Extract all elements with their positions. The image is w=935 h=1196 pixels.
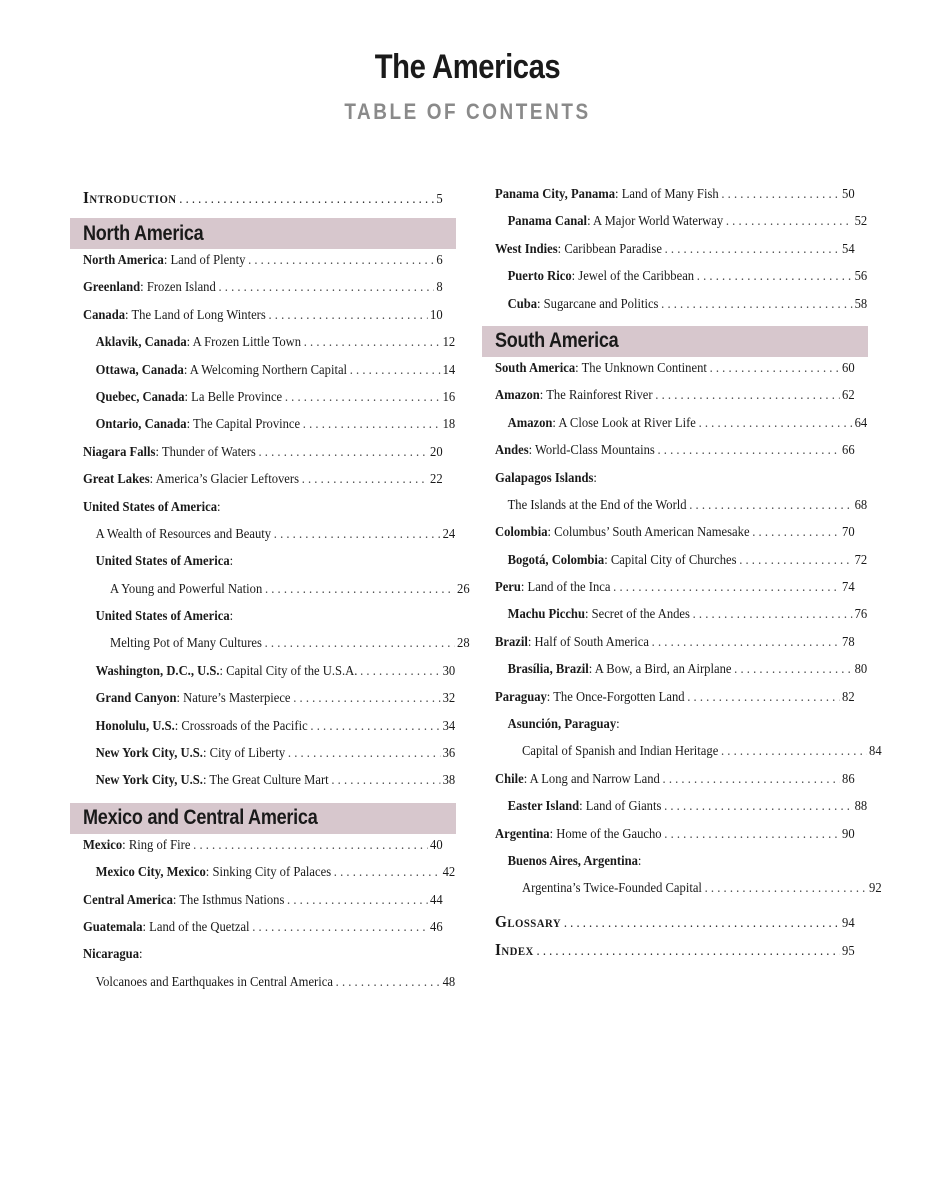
entry-subtitle: : Nature’s Masterpiece bbox=[176, 691, 291, 707]
entry-subtitle: A Young and Powerful Nation bbox=[110, 581, 263, 597]
toc-entry[interactable] bbox=[495, 690, 855, 717]
entry-subtitle: : bbox=[229, 609, 234, 625]
entry-subtitle: : Jewel of the Caribbean bbox=[571, 269, 695, 285]
page-number: 26 bbox=[457, 581, 470, 597]
dot-leader bbox=[734, 662, 852, 678]
dot-leader bbox=[179, 192, 433, 208]
entry-subtitle: : Land of Many Fish bbox=[615, 187, 719, 202]
entry-subtitle: : Land of the Quetzal bbox=[142, 919, 250, 935]
entry-title: Panama City, Panama bbox=[495, 187, 616, 202]
toc-entry[interactable] bbox=[83, 335, 455, 362]
dot-leader bbox=[310, 719, 440, 735]
toc-entry[interactable] bbox=[495, 662, 867, 689]
dot-leader bbox=[699, 416, 852, 432]
dot-leader bbox=[537, 944, 840, 960]
entry-title: United States of America bbox=[83, 499, 218, 515]
dot-leader bbox=[752, 525, 839, 541]
page-number: 48 bbox=[442, 974, 456, 990]
toc-entry bbox=[83, 947, 443, 974]
toc-entry[interactable] bbox=[83, 664, 455, 691]
dot-leader bbox=[302, 472, 428, 488]
dot-leader bbox=[303, 417, 440, 433]
toc-entry-index[interactable] bbox=[495, 940, 855, 968]
entry-subtitle: : A Long and Narrow Land bbox=[523, 771, 660, 787]
page-number: 20 bbox=[430, 444, 443, 460]
dot-leader bbox=[663, 772, 840, 788]
toc-entry bbox=[495, 471, 855, 498]
entry-title: New York City, U.S. bbox=[95, 746, 203, 762]
toc-entry[interactable] bbox=[83, 417, 455, 444]
entry-title: Amazon bbox=[495, 388, 540, 404]
page-number: 90 bbox=[842, 826, 855, 842]
page-number: 60 bbox=[842, 360, 855, 376]
entry-title: United States of America bbox=[95, 609, 230, 625]
entry-title: Andes bbox=[495, 443, 529, 459]
entry-subtitle: Volcanoes and Earthquakes in Central America bbox=[95, 974, 333, 990]
entry-subtitle: : Frozen Island bbox=[140, 280, 216, 296]
entry-label: Introduction bbox=[83, 188, 177, 207]
entry-subtitle: Melting Pot of Many Cultures bbox=[110, 636, 262, 652]
page-number: 8 bbox=[436, 280, 443, 296]
dot-leader bbox=[687, 690, 839, 706]
entry-subtitle: : Columbus’ South American Namesake bbox=[547, 525, 750, 541]
entry-title: Brazil bbox=[495, 634, 528, 650]
toc-entry[interactable] bbox=[83, 920, 443, 947]
dot-leader bbox=[218, 280, 433, 296]
dot-leader bbox=[661, 297, 852, 313]
toc-entry bbox=[495, 717, 867, 744]
dot-leader bbox=[331, 773, 440, 789]
toc-entry[interactable] bbox=[495, 553, 867, 580]
toc-entry[interactable] bbox=[495, 580, 855, 607]
entry-title: Asunción, Paraguay bbox=[507, 717, 617, 733]
page-number: 78 bbox=[842, 634, 855, 650]
entry-subtitle: : Secret of the Andes bbox=[584, 607, 690, 623]
entry-subtitle: : bbox=[229, 554, 234, 570]
toc-entry[interactable] bbox=[83, 280, 443, 307]
toc-entry[interactable] bbox=[495, 881, 882, 908]
section-heading-mexico-central-america bbox=[70, 803, 456, 834]
entry-subtitle: : Ring of Fire bbox=[122, 837, 191, 853]
entry-title: South America bbox=[495, 360, 576, 376]
entry-subtitle: : Land of the Inca bbox=[520, 580, 611, 596]
page-number: 12 bbox=[442, 335, 456, 351]
entry-subtitle: : City of Liberty bbox=[202, 746, 286, 762]
entry-subtitle: : bbox=[637, 853, 642, 869]
page-number: 30 bbox=[442, 663, 456, 679]
dot-leader bbox=[697, 269, 852, 285]
entry-subtitle: Capital of Spanish and Indian Heritage bbox=[522, 744, 719, 760]
toc-entry[interactable] bbox=[83, 838, 443, 865]
entry-title: Mexico City, Mexico bbox=[95, 865, 206, 881]
page-title: The Americas bbox=[374, 48, 561, 86]
section-heading-north-america bbox=[70, 218, 456, 249]
entry-title: Honolulu, U.S. bbox=[95, 718, 175, 734]
central-america-continued-entries bbox=[495, 187, 868, 324]
dot-leader bbox=[652, 635, 840, 651]
toc-entry[interactable] bbox=[83, 636, 470, 663]
entry-label: Glossary bbox=[495, 911, 562, 931]
toc-entry[interactable] bbox=[495, 361, 855, 388]
page-number: 40 bbox=[430, 837, 443, 853]
toc-entry bbox=[83, 609, 455, 636]
entry-title: Easter Island bbox=[507, 799, 580, 815]
page-number: 54 bbox=[842, 241, 855, 257]
entry-title: Cuba bbox=[507, 296, 538, 312]
dot-leader bbox=[334, 865, 440, 881]
entry-subtitle: : Home of the Gaucho bbox=[549, 826, 662, 842]
toc-entry bbox=[83, 500, 443, 527]
dot-leader bbox=[721, 744, 866, 760]
dot-leader bbox=[304, 335, 440, 351]
dot-leader bbox=[265, 636, 455, 652]
toc-entry[interactable] bbox=[83, 582, 470, 609]
entry-title: Ottawa, Canada bbox=[95, 362, 184, 378]
north-america-entries bbox=[83, 253, 470, 801]
page-number: 66 bbox=[842, 443, 855, 459]
entry-title: United States of America bbox=[95, 554, 230, 570]
toc-entry[interactable] bbox=[83, 527, 455, 554]
page-number: 72 bbox=[854, 552, 868, 568]
entry-subtitle: : bbox=[138, 947, 143, 963]
toc-entry[interactable] bbox=[495, 214, 867, 241]
entry-subtitle: A Wealth of Resources and Beauty bbox=[95, 526, 272, 542]
entry-title: Argentina bbox=[495, 826, 550, 842]
dot-leader bbox=[248, 253, 434, 269]
toc-entry[interactable] bbox=[495, 635, 855, 662]
toc-entry[interactable] bbox=[83, 773, 455, 800]
entry-title: Greenland bbox=[83, 280, 141, 296]
page-number: 62 bbox=[842, 388, 855, 404]
entry-title: Grand Canyon bbox=[95, 691, 177, 707]
toc-entry bbox=[83, 554, 455, 581]
toc-left-column bbox=[83, 188, 470, 1002]
entry-title: Ontario, Canada bbox=[95, 417, 187, 433]
entry-subtitle: : America’s Glacier Leftovers bbox=[149, 472, 299, 488]
page-number: 58 bbox=[854, 296, 868, 312]
dot-leader bbox=[657, 443, 839, 459]
dot-leader bbox=[252, 920, 427, 936]
entry-title: Paraguay bbox=[495, 689, 547, 705]
page-number: 42 bbox=[442, 865, 456, 881]
page-number: 38 bbox=[442, 773, 456, 789]
entry-subtitle: : The Great Culture Mart bbox=[202, 773, 329, 789]
dot-leader bbox=[710, 361, 840, 377]
toc-entry[interactable] bbox=[83, 363, 455, 390]
entry-subtitle: : The Capital Province bbox=[186, 417, 301, 433]
entry-subtitle: : The Land of Long Winters bbox=[125, 307, 266, 323]
entry-title: Amazon bbox=[507, 415, 553, 431]
entry-subtitle: : A Welcoming Northern Capital bbox=[183, 362, 348, 378]
dot-leader bbox=[655, 388, 839, 404]
toc-entry[interactable] bbox=[83, 975, 455, 1002]
entry-subtitle: : The Once-Forgotten Land bbox=[546, 689, 685, 705]
entry-subtitle: : Thunder of Waters bbox=[155, 444, 256, 460]
entry-title: Quebec, Canada bbox=[95, 389, 185, 405]
entry-subtitle: : Land of Plenty bbox=[163, 253, 246, 268]
entry-title: Chile bbox=[495, 771, 524, 787]
dot-leader bbox=[739, 553, 852, 569]
dot-leader bbox=[193, 838, 427, 854]
toc-entry[interactable] bbox=[495, 416, 867, 443]
page-number: 92 bbox=[869, 881, 882, 897]
toc-entry[interactable] bbox=[83, 253, 443, 280]
dot-leader bbox=[336, 975, 440, 991]
page-number: 14 bbox=[442, 362, 456, 378]
page-number: 86 bbox=[842, 771, 855, 787]
entry-title: Machu Picchu bbox=[507, 607, 585, 623]
toc-entry[interactable] bbox=[495, 242, 855, 269]
page-number: 22 bbox=[430, 472, 443, 488]
page-number: 52 bbox=[854, 214, 868, 230]
toc-entry-introduction[interactable] bbox=[83, 188, 443, 216]
page-number: 32 bbox=[442, 691, 456, 707]
page-number: 84 bbox=[869, 744, 882, 760]
page-number: 16 bbox=[442, 389, 456, 405]
entry-subtitle: : Sinking City of Palaces bbox=[205, 865, 332, 881]
entry-subtitle: : The Isthmus Nations bbox=[172, 892, 285, 908]
section-heading-south-america bbox=[482, 326, 868, 357]
entry-title: Buenos Aires, Argentina bbox=[507, 853, 638, 869]
page-number: 76 bbox=[854, 607, 868, 623]
entry-subtitle: The Islands at the End of the World bbox=[507, 497, 687, 513]
entry-title: Canada bbox=[83, 307, 126, 323]
dot-leader bbox=[288, 746, 440, 762]
dot-leader bbox=[259, 445, 428, 461]
entry-title: Nicaragua bbox=[83, 947, 139, 963]
dot-leader bbox=[350, 363, 440, 379]
entry-title: Peru bbox=[495, 580, 521, 596]
page-number: 80 bbox=[854, 662, 868, 678]
entry-title: Mexico bbox=[83, 837, 123, 853]
toc-entry[interactable] bbox=[83, 893, 443, 920]
entry-title: North America bbox=[83, 253, 164, 268]
toc-entry[interactable] bbox=[495, 187, 855, 214]
entry-label: Index bbox=[495, 939, 534, 959]
mexico-entries bbox=[83, 837, 456, 1002]
page-number: 82 bbox=[842, 689, 855, 705]
entry-title: Guatemala bbox=[83, 919, 143, 935]
dot-leader bbox=[705, 881, 867, 897]
dot-leader bbox=[274, 527, 440, 543]
page-number: 74 bbox=[842, 580, 855, 596]
dot-leader bbox=[360, 664, 440, 680]
dot-leader bbox=[285, 390, 440, 406]
dot-leader bbox=[665, 242, 840, 258]
page-number: 68 bbox=[854, 497, 868, 513]
entry-title: Brasília, Brazil bbox=[507, 662, 589, 678]
entry-title: Puerto Rico bbox=[507, 269, 572, 285]
page-number: 36 bbox=[442, 746, 456, 762]
page-number: 28 bbox=[457, 636, 470, 652]
page-number: 50 bbox=[842, 187, 855, 202]
dot-leader bbox=[693, 607, 852, 623]
toc-entry[interactable] bbox=[495, 498, 867, 525]
toc-entry[interactable] bbox=[495, 269, 867, 296]
dot-leader bbox=[564, 916, 839, 932]
entry-subtitle: : Caribbean Paradise bbox=[557, 241, 662, 257]
entry-subtitle: : Land of Giants bbox=[579, 799, 662, 815]
entry-subtitle: : Half of South America bbox=[527, 634, 649, 650]
toc-entry[interactable] bbox=[83, 719, 455, 746]
toc-entry[interactable] bbox=[495, 799, 867, 826]
page-number: 18 bbox=[442, 417, 456, 433]
toc-entry[interactable] bbox=[83, 308, 443, 335]
entry-subtitle: : Capital City of Churches bbox=[604, 552, 737, 568]
south-america-entries bbox=[495, 360, 882, 909]
entry-title: Bogotá, Colombia bbox=[507, 552, 605, 568]
page-number: 56 bbox=[854, 269, 868, 285]
entry-subtitle: : The Unknown Continent bbox=[575, 360, 707, 376]
entry-title: Washington, D.C., U.S. bbox=[95, 663, 220, 679]
entry-title: Panama Canal bbox=[507, 214, 588, 230]
toc-entry bbox=[495, 854, 867, 881]
dot-leader bbox=[268, 308, 427, 324]
page-number: 44 bbox=[430, 892, 443, 908]
toc-entry[interactable] bbox=[495, 297, 867, 324]
dot-leader bbox=[726, 214, 852, 230]
section-heading-text: Mexico and Central America bbox=[83, 806, 318, 830]
page-number: 24 bbox=[442, 526, 456, 542]
entry-subtitle: : A Frozen Little Town bbox=[186, 335, 302, 351]
entry-subtitle: : A Bow, a Bird, an Airplane bbox=[588, 662, 732, 678]
toc-entry[interactable] bbox=[495, 772, 855, 799]
page-subtitle: TABLE OF CONTENTS bbox=[344, 99, 591, 124]
page-number: 70 bbox=[842, 525, 855, 541]
toc-entry[interactable] bbox=[83, 445, 443, 472]
entry-subtitle: : World-Class Mountains bbox=[528, 443, 655, 459]
dot-leader bbox=[613, 580, 839, 596]
toc-entry[interactable] bbox=[83, 865, 455, 892]
entry-subtitle: : A Major World Waterway bbox=[587, 214, 724, 230]
entry-title: Galapagos Islands bbox=[495, 470, 594, 486]
page-number: 10 bbox=[430, 307, 443, 323]
page-number: 5 bbox=[436, 192, 443, 207]
toc-entry[interactable] bbox=[495, 388, 855, 415]
entry-title: Niagara Falls bbox=[83, 444, 156, 460]
toc-entry[interactable] bbox=[83, 472, 443, 499]
toc-entry[interactable] bbox=[495, 525, 855, 552]
toc-entry[interactable] bbox=[495, 744, 882, 771]
dot-leader bbox=[293, 691, 440, 707]
toc-entry[interactable] bbox=[83, 390, 455, 417]
entry-subtitle: : bbox=[593, 470, 597, 486]
section-heading-text: South America bbox=[495, 329, 619, 353]
toc-right-column bbox=[495, 187, 882, 968]
dot-leader bbox=[664, 827, 839, 843]
toc-entry[interactable] bbox=[495, 827, 855, 854]
entry-subtitle: : Sugarcane and Politics bbox=[537, 296, 659, 312]
entry-subtitle: : A Close Look at River Life bbox=[552, 415, 696, 431]
page-number: 34 bbox=[442, 718, 456, 734]
section-heading-text: North America bbox=[83, 221, 204, 245]
toc-entry-glossary[interactable] bbox=[495, 912, 855, 940]
entry-title: New York City, U.S. bbox=[95, 773, 203, 789]
dot-leader bbox=[664, 799, 852, 815]
entry-subtitle: : La Belle Province bbox=[184, 389, 283, 405]
entry-subtitle: : The Rainforest River bbox=[539, 388, 653, 404]
toc-entry[interactable] bbox=[83, 746, 455, 773]
page-number: 64 bbox=[854, 415, 868, 431]
toc-entry[interactable] bbox=[495, 443, 855, 470]
dot-leader bbox=[265, 582, 454, 598]
dot-leader bbox=[689, 498, 852, 514]
toc-entry[interactable] bbox=[83, 691, 455, 718]
entry-title: Central America bbox=[83, 892, 173, 908]
entry-title: Great Lakes bbox=[83, 472, 150, 488]
entry-title: Aklavik, Canada bbox=[95, 335, 187, 351]
toc-entry[interactable] bbox=[495, 607, 867, 634]
dot-leader bbox=[287, 893, 427, 909]
entry-subtitle: : Crossroads of the Pacific bbox=[174, 718, 308, 734]
entry-title: West Indies bbox=[495, 241, 558, 257]
page-number: 88 bbox=[854, 799, 868, 815]
page-number: 95 bbox=[842, 943, 855, 959]
entry-subtitle: : bbox=[616, 717, 620, 733]
entry-subtitle: Argentina’s Twice-Founded Capital bbox=[522, 881, 702, 897]
entry-subtitle: : Capital City of the U.S.A. bbox=[219, 663, 358, 679]
page-number: 46 bbox=[430, 919, 443, 935]
page-number: 94 bbox=[842, 915, 855, 931]
page-number: 6 bbox=[436, 253, 443, 268]
entry-subtitle: : bbox=[217, 499, 221, 515]
entry-title: Colombia bbox=[495, 525, 548, 541]
dot-leader bbox=[721, 187, 839, 203]
